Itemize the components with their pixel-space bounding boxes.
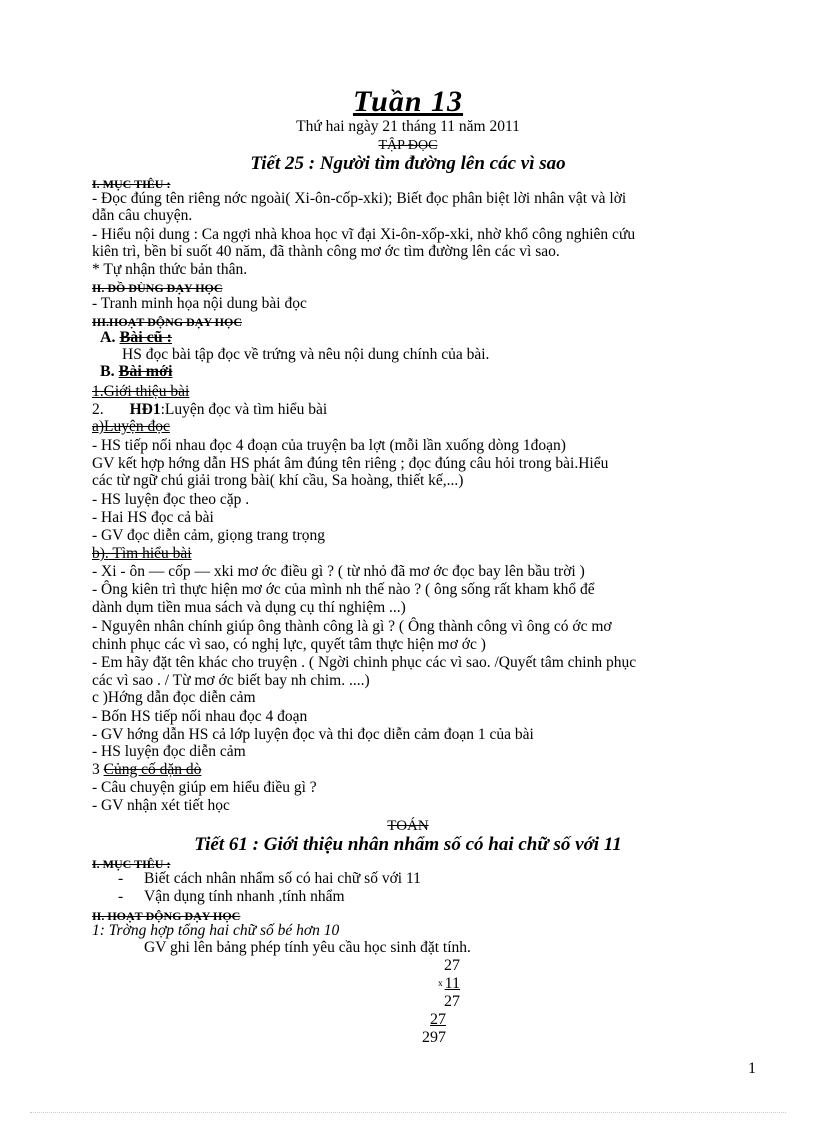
page-bottom-border [30,1112,786,1113]
text-line: - GV hớng dẫn HS cả lớp luyện đọc và thi đọc diễn cảm đoạn 1 của bài [92,726,534,743]
text-line: * Tự nhận thức bản thân. [92,261,248,278]
lesson-title-reading: Tiết 25 : Người tìm đường lên các vì sao [250,153,566,174]
text-line: - Xi - ôn — cốp — xki mơ ớc điều gì ? ( từ nhỏ đã mơ ớc đọc bay lên bầu trời ) [92,563,585,580]
week-title: Tuần 13 [352,85,464,118]
partial-product-shifted [400,1011,460,1028]
closing-heading: Củng cố dặn dò [103,761,202,778]
subject-heading-math: TOÁN [387,818,429,834]
text-line: b). Tìm hiểu bài [92,545,192,562]
section-heading-objectives-math: I. MỤC TIÊU : [92,857,171,871]
text-line: - Bốn HS tiếp nối nhau đọc 4 đoạn [92,708,308,725]
section-heading-objectives: I. MỤC TIÊU : [92,177,171,191]
section-heading-materials: II. ĐỒ DÙNG DẠY HỌC [92,281,223,295]
text-line: GV kết hợp hớng dẫn HS phát âm đúng tên riêng ; đọc đúng câu hỏi trong bài.Hiểu [92,455,609,472]
multiplicand: 27 [444,957,460,974]
text-line: - HS tiếp nối nhau đọc 4 đoạn của truyện ba lợt (mỗi lần xuống dòng 1đoạn) [92,437,566,454]
times-sign: x [438,978,443,988]
bullet-text: Biết cách nhân nhẩm số có hai chữ số với 11 [144,870,421,887]
lesson-title-math: Tiết 61 : Giới thiệu nhân nhẩm số có hai chữ số với 11 [194,834,622,855]
text-line: - Hiểu nội dung : Ca ngợi nhà khoa học vĩ đại Xi-ôn-xốp-xki, nhờ khổ công nghiên cứu [92,226,636,243]
text-line: kiên trì, bền bỉ suốt 40 năm, đã thành công mơ ớc tìm đường lên các vì sao. [92,243,560,260]
subject-heading-reading: TẬP ĐỌC [378,138,438,153]
label-a: A. [100,329,116,346]
text-line: - Ông kiên trì thực hiện mơ ớc của mình nh thế nào ? ( ông sống rất kham khổ để [92,581,595,598]
partial-product-2: 27 [430,1011,446,1028]
subheading-old-lesson [100,329,172,346]
partial-product: 27 [444,993,460,1010]
text-line: - Tranh minh họa nội dung bài đọc [92,295,307,312]
text-line: a)Luyện đọc [92,418,170,435]
text-line: - Hai HS đọc cả bài [92,509,214,526]
text-line: - Câu chuyện giúp em hiểu điều gì ? [92,779,317,796]
text-line: - HS luyện đọc diễn cảm [92,743,246,760]
multiplier-row [400,975,460,992]
section-heading-activities-math: II. HOẠT ĐỘNG DẠY HỌC [92,909,241,923]
date-line: Thứ hai ngày 21 tháng 11 năm 2011 [296,118,520,135]
case-heading: 1: Trờng hợp tổng hai chữ số bé hơn 10 [92,922,340,939]
text-line: dành dụm tiền mua sách và dụng cụ thí nghiệm ...) [92,599,406,616]
activity-label: HĐ1 [129,401,161,418]
text-line: 1.Giới thiệu bài [92,383,190,400]
text-line: các vì sao . / Từ mơ ớc biết bay nh chim. ....) [92,672,370,689]
product-value: 297 [422,1029,446,1046]
label-b: B. [100,363,115,380]
text-line: - Nguyên nhân chính giúp ông thành công là gì ? ( Ông thành công vì ông có ớc mơ [92,618,612,635]
title-a: Bài cũ : [119,329,173,346]
subheading-new-lesson [100,363,172,380]
text-line: c )Hớng dẫn đọc diễn cảm [92,689,256,706]
multiplier: 11 [444,975,460,992]
title-b: Bài mới [118,363,173,380]
text-line: chinh phục các vì sao, có nghị lực, quyết tâm thực hiện mơ ớc ) [92,636,486,653]
bullet-item [118,870,421,887]
activity-text: :Luyện đọc và tìm hiểu bài [160,401,328,418]
bullet-mark: - [118,870,124,887]
section-heading-activities: III.HOẠT ĐỘNG DẠY HỌC [92,315,243,329]
text-line: - GV nhận xét tiết học [92,797,230,814]
text-line [92,401,327,418]
bullet-text: Vận dụng tính nhanh ,tính nhẩm [144,888,345,905]
item-number: 3 [92,761,104,778]
text-line: dẫn câu chuyện. [92,207,193,224]
page-number: 1 [748,1060,756,1077]
text-line [92,761,201,778]
bullet-item [118,888,345,905]
text-line: - GV đọc diễn cảm, giọng trang trọng [92,527,326,544]
text-line: - HS luyện đọc theo cặp . [92,491,250,508]
text-line: các từ ngữ chú giải trong bài( khí cầu, Sa hoàng, thiết kế,...) [92,472,464,489]
text-line: - Em hãy đặt tên khác cho truyện . ( Ngời chinh phục các vì sao. /Quyết tâm chinh phục [92,654,637,671]
text-line: - Đọc đúng tên riêng nớc ngoài( Xi-ôn-cốp-xki); Biết đọc phân biệt lời nhân vật và lời [92,190,627,207]
text-line: GV ghi lên bảng phép tính yêu cầu học sinh đặt tính. [144,939,471,956]
text-line: HS đọc bài tập đọc về trứng và nêu nội dung chính của bài. [122,346,490,363]
final-product [400,1029,460,1046]
bullet-mark: - [118,888,124,905]
item-number: 2. [92,401,104,418]
